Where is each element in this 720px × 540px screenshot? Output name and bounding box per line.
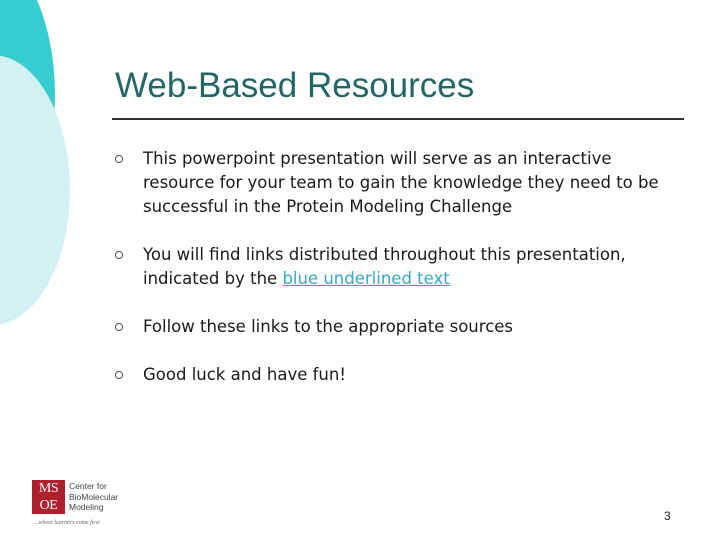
bullet-item-links [115, 243, 675, 291]
bullet-text: This powerpoint presentation will serve as an interactive resource for your team to gain the knowledge they need to be successful in the Protein Modeling Challenge [143, 149, 659, 216]
title-divider [112, 118, 684, 120]
hollow-circle-bullet-icon [115, 371, 123, 379]
hollow-circle-bullet-icon [115, 251, 123, 259]
bullet-item-interactive-resource [115, 147, 675, 219]
logo-org-line-1: Center for [69, 481, 107, 491]
logo-tagline: ...where learners come first [34, 520, 100, 526]
logo-organization-name [69, 481, 133, 513]
slide-title: Web-Based Resources [115, 66, 475, 105]
page-number: 3 [664, 509, 671, 523]
hollow-circle-bullet-icon [115, 323, 123, 331]
bullet-text: Follow these links to the appropriate sources [143, 317, 514, 336]
bullet-item-follow-links [115, 315, 675, 339]
blue-underlined-text-link[interactable]: blue underlined text [282, 269, 450, 288]
bullet-text: You will find links distributed throughout this presentation, indicated by the [143, 245, 626, 288]
logo-org-line-3: Modeling [69, 502, 104, 512]
msoe-cbm-logo [32, 480, 132, 530]
msoe-logo-mark [32, 480, 65, 514]
decorative-light-teal-shape [0, 55, 70, 325]
logo-org-line-2: BioMolecular [69, 491, 119, 502]
hollow-circle-bullet-icon [115, 155, 123, 163]
logo-mark-line-1: MS [38, 481, 59, 496]
bullet-text: Good luck and have fun! [143, 365, 346, 384]
bullet-list [115, 147, 675, 387]
logo-mark-line-2: OE [39, 498, 58, 513]
bullet-item-good-luck [115, 363, 675, 387]
